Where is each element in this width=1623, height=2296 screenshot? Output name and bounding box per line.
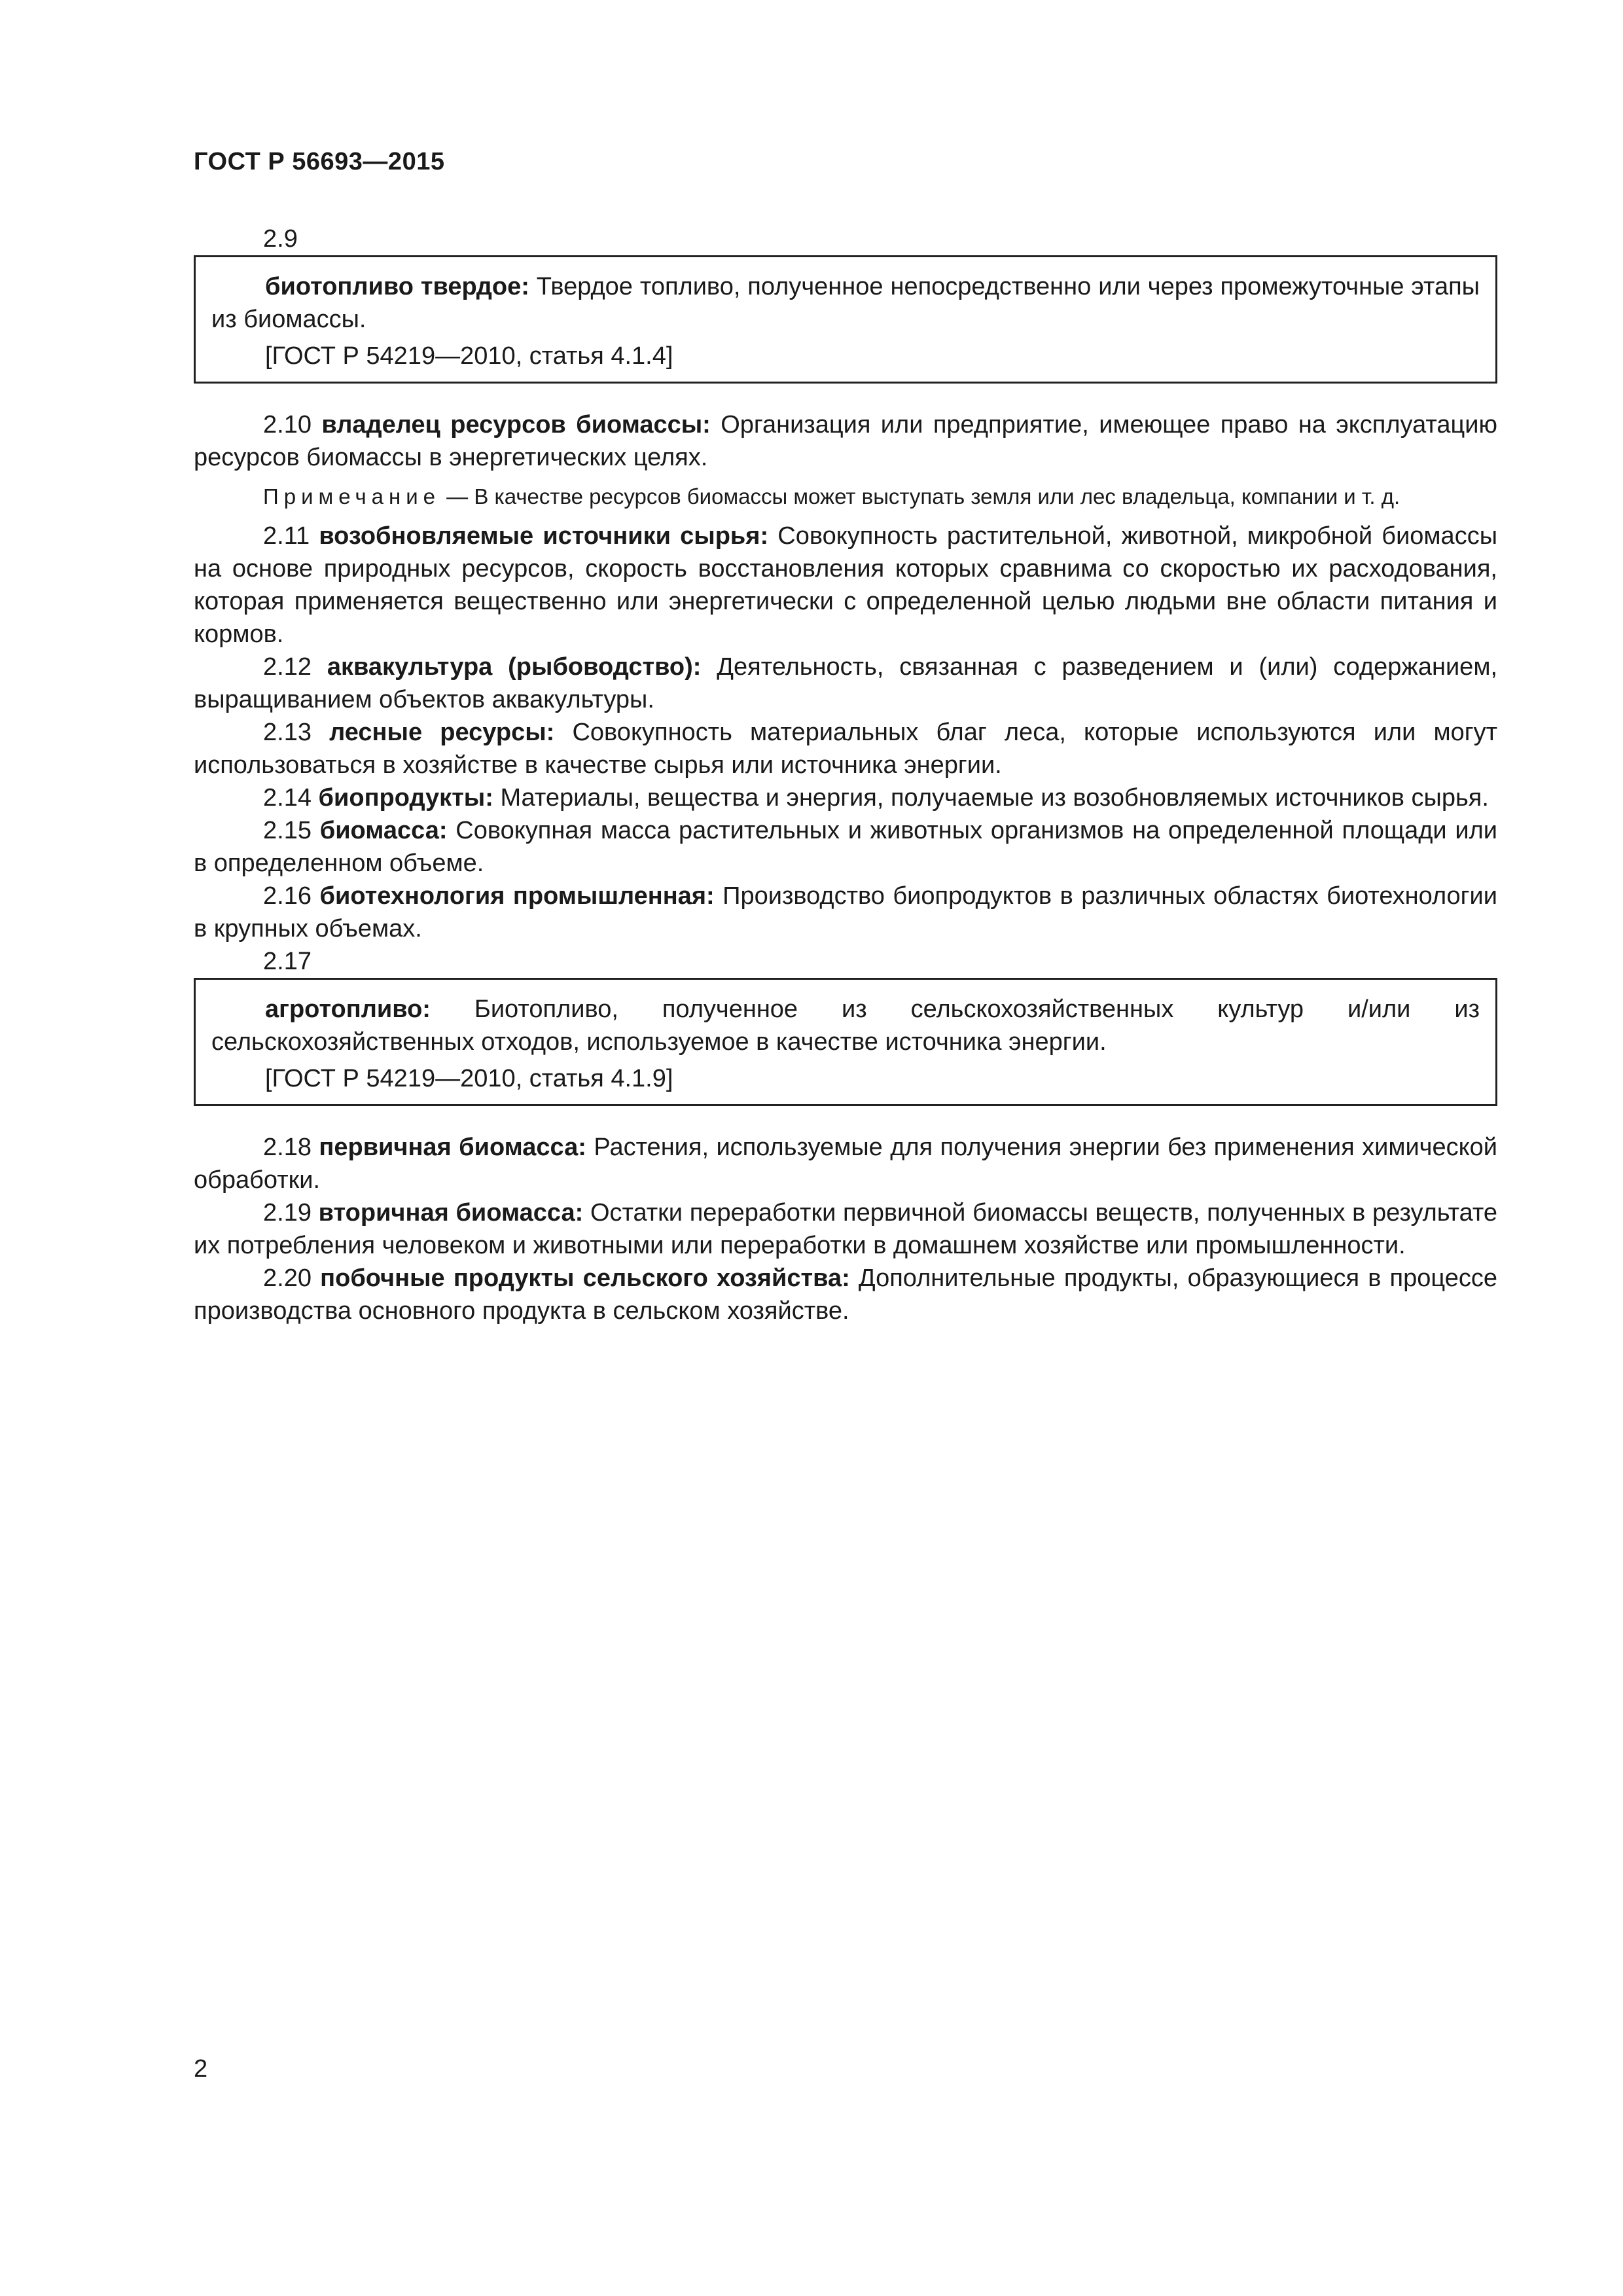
definition-text: Биотопливо, полученное из сельскохозяйственных культур и/или из сельскохозяйственных отходов, используемое в качестве источника энергии. <box>211 996 1480 1056</box>
entry-number: 2.11 <box>263 522 310 550</box>
term: вторичная биомасса: <box>318 1199 584 1227</box>
term: лесные ресурсы: <box>329 719 555 746</box>
note-text: — В качестве ресурсов биомассы может выступать земля или лес владельца, компании и т. д. <box>440 484 1400 509</box>
entry-number: 2.12 <box>263 653 312 681</box>
entry-number: 2.20 <box>263 1265 312 1292</box>
definition-entry <box>211 993 1480 1058</box>
definition-text: Материалы, вещества и энергия, получаемые из возобновляемых источников сырья. <box>493 784 1489 812</box>
document-header: ГОСТ Р 56693—2015 <box>194 148 445 175</box>
term: владелец ресурсов биомассы: <box>321 411 711 439</box>
definition-text: Растения, используемые для получения энергии без применения химической обработки. <box>194 1134 1498 1194</box>
definition-text: Совокупность растительной, животной, микробной биомассы на основе природных ресурсов, скорость восстановления которых сравнима со скоростью их расходования, которая применяется вещественно или энергетически с определенной целью людьми вне области питания и кормов. <box>194 522 1498 648</box>
quoted-definition-box <box>194 255 1497 384</box>
definition-entry <box>194 880 1497 945</box>
definition-text: Совокупность материальных благ леса, которые используются или могут использоваться в хозяйстве в качестве сырья или источника энергии. <box>194 719 1497 779</box>
definition-entry <box>194 781 1497 814</box>
definition-text: Дополнительные продукты, образующиеся в процессе производства основного продукта в сельском хозяйстве. <box>194 1265 1498 1325</box>
definition-entry <box>194 1262 1497 1327</box>
entry-number: 2.9 <box>263 225 298 253</box>
definition-text: Организация или предприятие, имеющее право на эксплуатацию ресурсов биомассы в энергетических целях. <box>194 411 1497 471</box>
term: возобновляемые источники сырья: <box>319 522 769 550</box>
definition-entry <box>194 408 1497 474</box>
term: биомасса: <box>319 817 448 844</box>
entry-number: 2.18 <box>263 1134 312 1161</box>
entry-number: 2.10 <box>263 411 312 439</box>
term: биотопливо твердое: <box>265 273 529 300</box>
definition-entry <box>194 814 1497 880</box>
entry-number: 2.13 <box>263 719 312 746</box>
source-reference: [ГОСТ Р 54219—2010, статья 4.1.9] <box>265 1065 673 1092</box>
page-number: 2 <box>194 2055 208 2083</box>
definition-text: Совокупная масса растительных и животных организмов на определенной площади или в определенном объеме. <box>194 817 1497 877</box>
definition-entry <box>194 1131 1497 1196</box>
quoted-definition-box <box>194 978 1497 1106</box>
definition-text: Деятельность, связанная с разведением и (или) содержанием, выращиванием объектов аквакультуры. <box>194 653 1497 713</box>
entry-number: 2.16 <box>263 882 312 910</box>
term: побочные продукты сельского хозяйства: <box>320 1265 850 1292</box>
entry-number: 2.17 <box>263 948 312 975</box>
definition-entry <box>194 520 1497 651</box>
definition-entry <box>194 651 1497 716</box>
entry-number: 2.14 <box>263 784 312 812</box>
definition-entry <box>211 270 1480 336</box>
note-label: Примечание <box>263 484 441 509</box>
term: биотехнология промышленная: <box>319 882 715 910</box>
term: аквакультура (рыбоводство): <box>327 653 702 681</box>
entry-number: 2.15 <box>263 817 312 844</box>
term: первичная биомасса: <box>319 1134 586 1161</box>
term: биопродукты: <box>318 784 493 812</box>
definition-text: Производство биопродуктов в различных областях биотехнологии в крупных объемах. <box>194 882 1497 942</box>
definition-text: Твердое топливо, полученное непосредственно или через промежуточные этапы из биомассы. <box>211 273 1480 333</box>
term: агротопливо: <box>265 996 431 1023</box>
note <box>194 482 1497 512</box>
definition-entry <box>194 716 1497 781</box>
definition-entry <box>194 1196 1497 1262</box>
document-body <box>194 223 1497 1327</box>
entry-number: 2.19 <box>263 1199 312 1227</box>
definition-text: Остатки переработки первичной биомассы веществ, полученных в результате их потребления человеком и животными или переработки в домашнем хозяйстве или промышленности. <box>194 1199 1498 1259</box>
source-reference: [ГОСТ Р 54219—2010, статья 4.1.4] <box>265 342 673 370</box>
